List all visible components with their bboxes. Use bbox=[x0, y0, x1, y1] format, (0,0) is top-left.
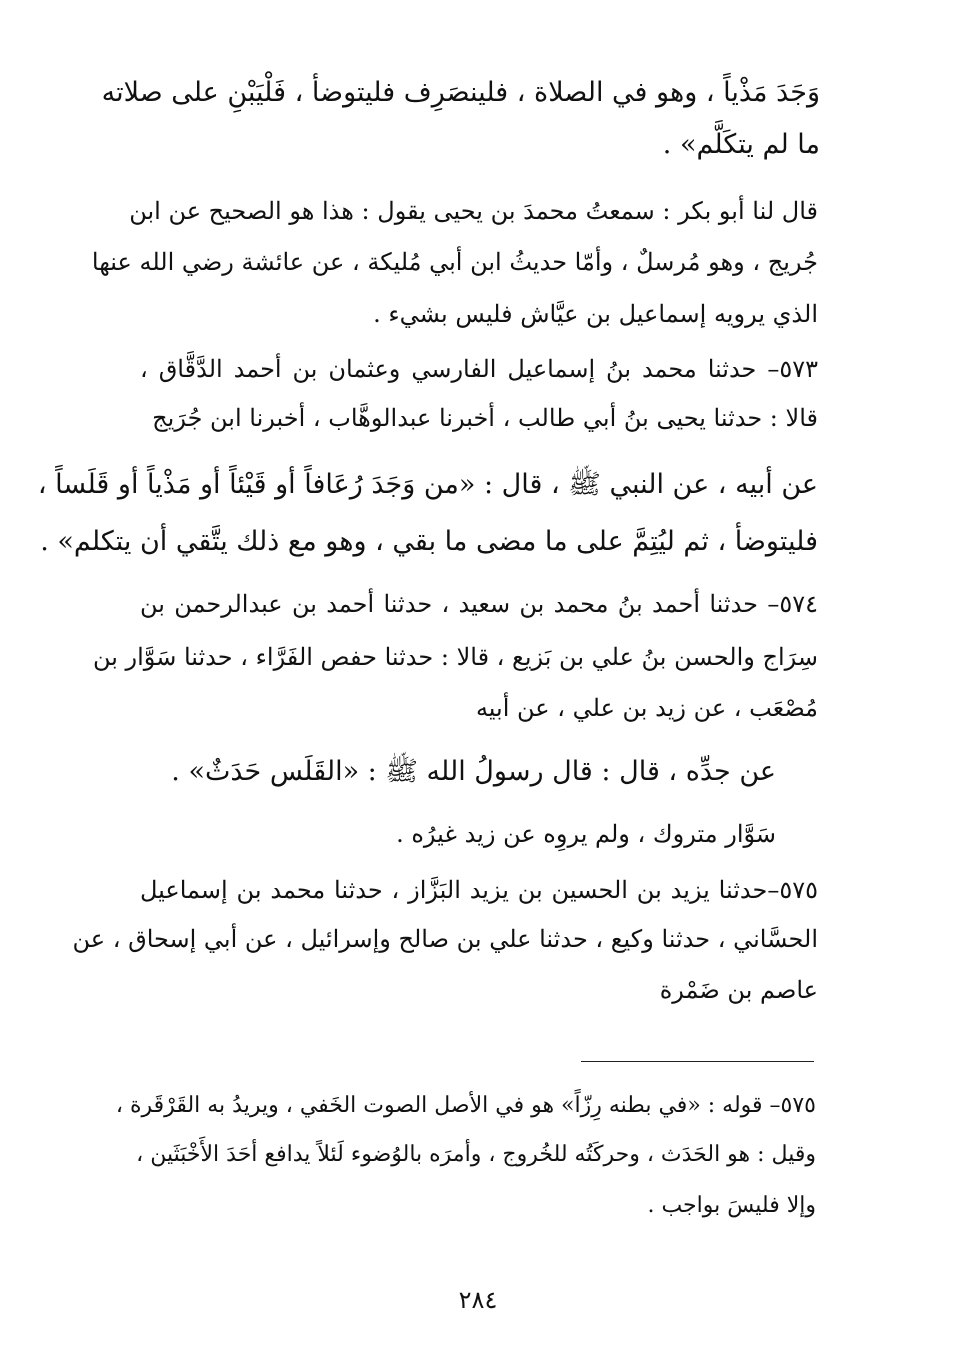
page-number: ٢٨٤ bbox=[458, 1286, 498, 1314]
hadith-573-isnad: قالا : حدثنا يحيى بنُ أبي طالب ، أخبرنا عبدالوهَّاب ، أخبرنا ابن جُرَيج bbox=[152, 404, 818, 432]
hadith-574-matn: عن جدِّه ، قال : قال رسولُ الله ﷺ : «القَلَس حَدَثٌ» . bbox=[171, 756, 776, 787]
footnote-divider bbox=[581, 1061, 814, 1062]
hadith-573-matn: فليتوضأ ، ثم ليُتِمَّ على ما مضى ما بقي ، وهو مع ذلك يتَّقي أن يتكلم» . bbox=[40, 526, 818, 557]
hadith-575-isnad: الحسَّاني ، حدثنا وكيع ، حدثنا علي بن صالح وإسرائيل ، عن أبي إسحاق ، عن bbox=[72, 925, 818, 953]
footnote-line: وقيل : هو الحَدَث ، وحركَتُه للخُروج ، وأمرَه بالوُضوء لَئلاً يدافع أحَدَ الأَخْبَثَين ، bbox=[136, 1142, 816, 1167]
hadith-574-isnad: سِرَاج والحسن بنُ علي بن بَزيع ، قالا : حدثنا حفص الفَرَّاء ، حدثنا سَوَّار بن bbox=[92, 643, 818, 671]
footnote-line: وإلا فليسَ بواجب . bbox=[647, 1193, 816, 1218]
text-line: وَجَدَ مَذْياً ، وهو في الصلاة ، فلينصَرِف فليتوضأ ، فَلْيَبْنِ على صلاته bbox=[101, 77, 820, 108]
text-line: الذي يرويه إسماعيل بن عيَّاش فليس بشيء . bbox=[373, 300, 818, 328]
hadith-575-isnad: عاصم بن ضَمْرة bbox=[659, 976, 818, 1004]
hadith-574-isnad: ٥٧٤– حدثنا أحمد بنُ محمد بن سعيد ، حدثنا أحمد بن عبدالرحمن بن bbox=[140, 590, 818, 618]
hadith-573-isnad: ٥٧٣– حدثنا محمد بنُ إسماعيل الفارسي وعثمان بن أحمد الدَّقَّاق ، bbox=[140, 355, 818, 383]
text-line: جُريج ، وهو مُرسلٌ ، وأمّا حديثُ ابن أبي مُليكة ، عن عائشة رضي الله عنها bbox=[91, 248, 818, 276]
hadith-575-isnad: ٥٧٥–حدثنا يزيد بن الحسين بن يزيد البَزَّاز ، حدثنا محمد بن إسماعيل bbox=[140, 876, 818, 904]
footnote-line: ٥٧٥– قوله : «في بطنه رِزّاً» هو في الأصل الصوت الخَفي ، ويريدُ به القَرْقَرة ، bbox=[115, 1093, 816, 1118]
hadith-574-comment: سَوَّار متروك ، ولم يروِه عن زيد غيرُه . bbox=[396, 820, 776, 848]
hadith-574-isnad: مُصْعَب ، عن زيد بن علي ، عن أبيه bbox=[475, 694, 818, 722]
hadith-573-matn: عن أبيه ، عن النبي ﷺ ، قال : «من وَجَدَ رُعَافاً أو قَيْئاً أو مَذْياً أو قَلَساً ، bbox=[37, 469, 818, 500]
text-line: ما لم يتكَلَّم» . bbox=[662, 129, 820, 160]
text-line: قال لنا أبو بكر : سمعتُ محمدَ بن يحيى يقول : هذا هو الصحيح عن ابن bbox=[129, 197, 818, 225]
